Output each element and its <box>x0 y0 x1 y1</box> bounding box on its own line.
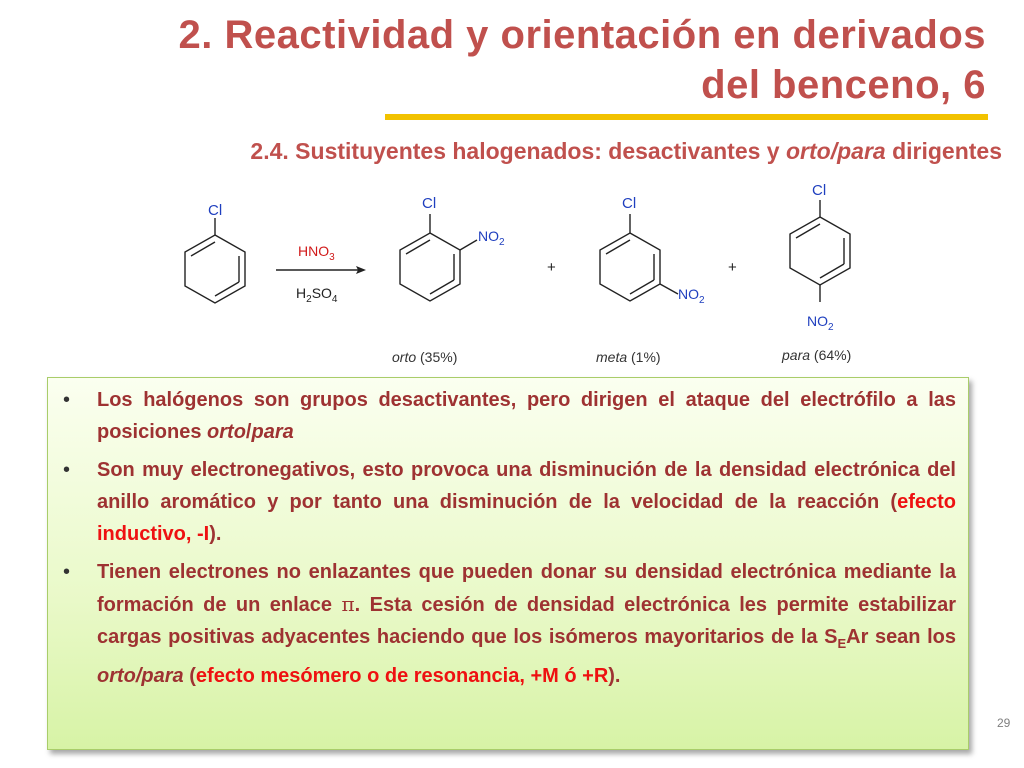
meta-cl: Cl <box>622 195 637 212</box>
bullet-1-text: Los halógenos son grupos desactivantes, pero dirigen el ataque del electrófilo a las posiciones <box>97 389 956 443</box>
bullet-1-para: para <box>251 421 294 443</box>
plus-sign-1: + <box>547 259 556 276</box>
section-subtitle <box>0 138 1002 165</box>
para-cl: Cl <box>812 182 827 199</box>
page-number: 29 <box>997 716 1011 730</box>
reagent-hno3: $HNO_3$ <box>298 243 335 263</box>
title-line-2: del benceno, 6 <box>701 63 986 107</box>
bullet-1-slash: / <box>245 421 252 443</box>
pi-symbol: π <box>341 592 355 616</box>
bullet-item-3 <box>60 556 956 692</box>
bullet-list <box>48 378 968 692</box>
bullet-3-highlight: efecto mesómero o de resonancia, +M ó +R <box>195 665 609 687</box>
benzene-ring-para <box>790 217 850 285</box>
slide-title <box>26 10 986 110</box>
label-orto-yield: (35%) <box>416 349 458 365</box>
benzene-ring-reactant <box>185 235 245 303</box>
para-no2: $NO_2$ <box>807 313 834 333</box>
benzene-ring-ortho <box>400 233 460 301</box>
label-orto-name: orto <box>392 349 417 365</box>
title-dot: . <box>201 13 213 57</box>
reaction-scheme <box>170 178 890 373</box>
bullet-3-text-2: . Esta cesión de densidad electrónica les permite estabilizar cargas positivas adyacentes haciendo que los isómeros mayoritarios de la S <box>97 594 956 648</box>
title-line-1: Reactividad y orientación en derivados <box>212 13 986 57</box>
title-number: 2 <box>178 13 202 57</box>
plus-sign-2: + <box>728 259 737 276</box>
bullet-3-text-3: Ar sean los <box>846 626 956 648</box>
ortho-cl: Cl <box>422 195 437 212</box>
bullet-2-end: ). <box>209 523 222 545</box>
reagent-h2so4: $H_2SO_4$ <box>296 285 338 305</box>
label-para-yield: (64%) <box>810 347 852 363</box>
title-underline <box>385 114 988 120</box>
meta-no2: $NO_2$ <box>678 286 705 306</box>
bullet-3-open: ( <box>183 665 196 687</box>
bullet-3-italic: orto/para <box>97 665 184 687</box>
subtitle-after: dirigentes <box>885 138 1002 164</box>
bullet-3-end: ). <box>608 665 621 687</box>
label-meta-yield: (1%) <box>627 349 661 365</box>
label-meta <box>596 349 661 365</box>
label-para-name: para <box>782 347 811 363</box>
label-para <box>781 347 851 363</box>
bullet-1-orto: orto <box>207 421 246 443</box>
label-meta-name: meta <box>596 349 628 365</box>
bullet-2-text: Son muy electronegativos, esto provoca una disminución de la densidad electrónica del anillo aromático y por tanto una disminución de la velocidad de la reacción ( <box>97 459 956 513</box>
benzene-ring-meta <box>600 233 660 301</box>
bullet-item-2 <box>60 454 956 550</box>
explanation-box <box>47 377 969 750</box>
ortho-no2: $NO_2$ <box>478 228 505 248</box>
bullet-3-sub: E <box>837 636 847 651</box>
bullet-2-highlight: efecto inductivo, -I <box>97 491 956 545</box>
bullet-3-text: Tienen electrones no enlazantes que pueden donar su densidad electrónica mediante la formación de un enlace <box>97 561 956 616</box>
bullet-item-1 <box>60 384 956 448</box>
label-orto <box>392 349 457 365</box>
subtitle-italic: orto/para <box>786 138 886 164</box>
subtitle-before: 2.4. Sustituyentes halogenados: desactivantes y <box>250 138 786 164</box>
reactant-cl: Cl <box>208 202 223 219</box>
